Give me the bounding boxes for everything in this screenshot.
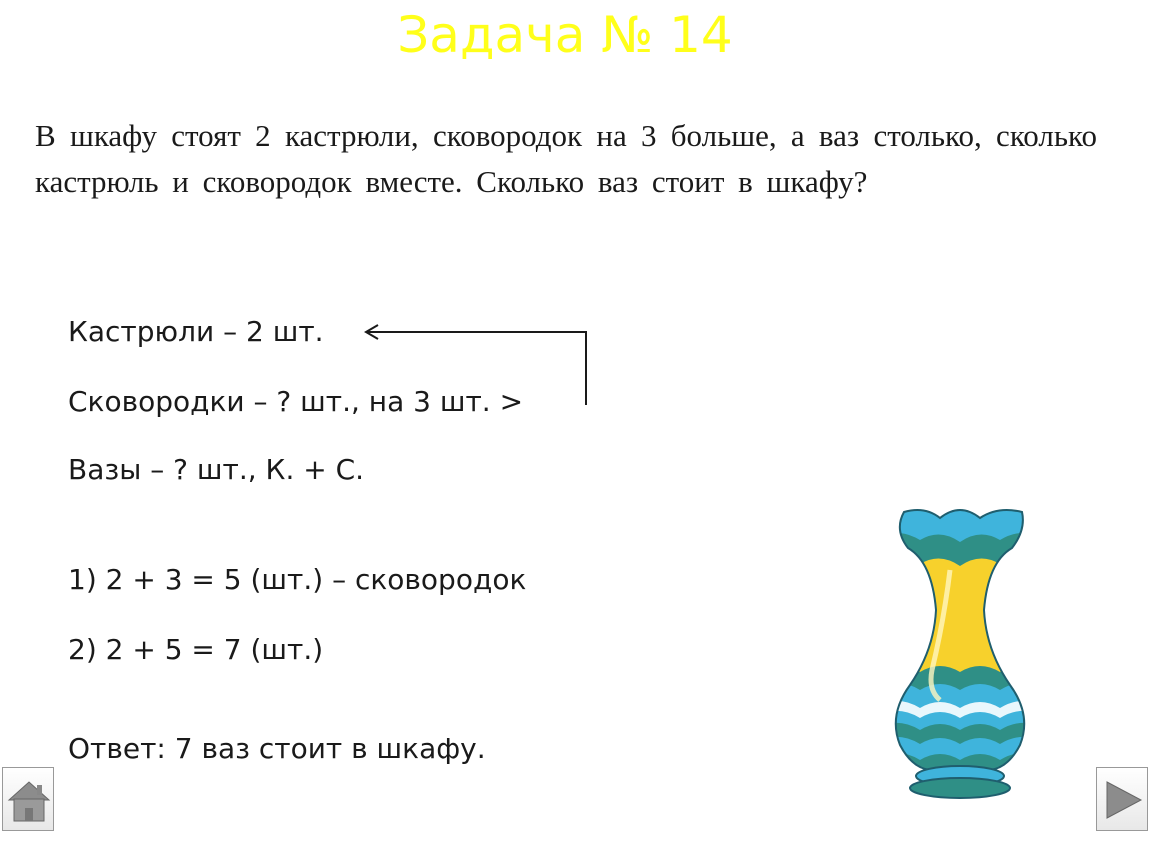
condition-pans: Сковородки – ? шт., на 3 шт. > [68, 385, 524, 418]
condition-pots: Кастрюли – 2 шт. [68, 315, 324, 348]
home-button[interactable] [2, 767, 54, 831]
play-right-icon [1097, 768, 1149, 832]
slide-title: Задача № 14 [397, 6, 733, 64]
solution-step-1: 1) 2 + 3 = 5 (шт.) – сковородок [68, 563, 527, 596]
vase-image [880, 500, 1040, 800]
condition-vases: Вазы – ? шт., К. + С. [68, 453, 365, 486]
comparison-arrow [360, 320, 600, 410]
next-slide-button[interactable] [1096, 767, 1148, 831]
problem-text: В шкафу стоят 2 кастрюли, сковородок на 3 больше, а ваз столько, сколько кастрюль и сковородок вместе. Сколько ваз стоит в шкафу? [35, 118, 1097, 199]
home-icon [3, 768, 55, 832]
answer-text: Ответ: 7 ваз стоит в шкафу. [68, 732, 486, 765]
solution-step-2: 2) 2 + 5 = 7 (шт.) [68, 633, 324, 666]
